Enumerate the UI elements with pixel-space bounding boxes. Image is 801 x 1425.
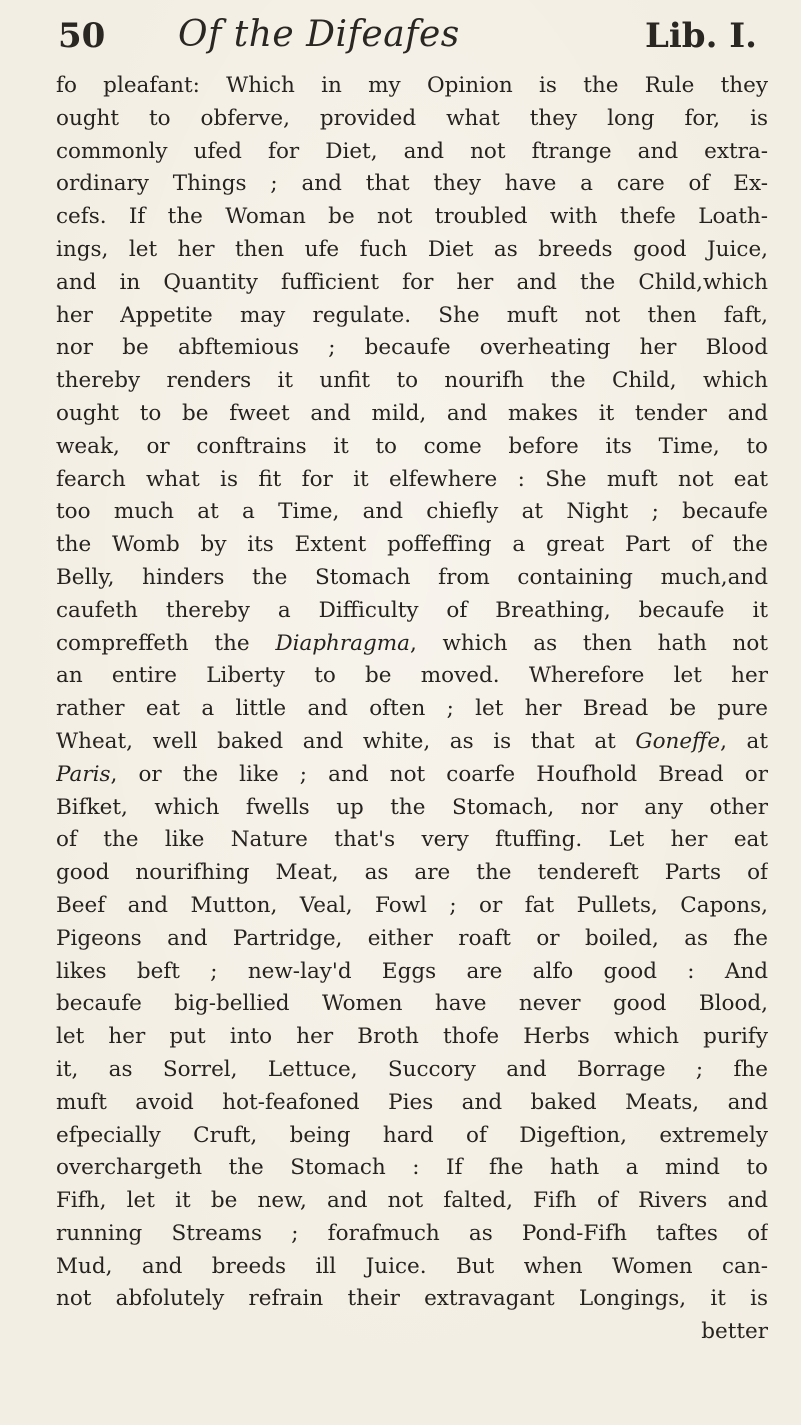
text-line: caufeth thereby a Difficulty of Breathing, becaufe it (56, 597, 768, 623)
text-line: Beef and Mutton, Veal, Fowl ; or fat Pullets, Capons, (56, 892, 768, 918)
text-line: thereby renders it unfit to nourifh the Child, which (56, 368, 768, 394)
text-line: fearch what is fit for it elfewhere : She muft not eat (56, 466, 768, 492)
text-line: running Streams ; forafmuch as Pond-Fifh taftes of (56, 1220, 768, 1246)
book-label: Lib. I. (644, 16, 757, 56)
italic-term: Paris (56, 761, 111, 787)
text-line: an entire Liberty to be moved. Wherefore let her (56, 663, 768, 689)
text-line: overchargeth the Stomach : If fhe hath a mind to (56, 1155, 768, 1181)
text-line: it, as Sorrel, Lettuce, Succory and Borrage ; fhe (56, 1056, 768, 1082)
text-line: her Appetite may regulate. She muft not then faft, (56, 302, 768, 328)
text-line: fo pleafant: Which in my Opinion is the Rule they (56, 73, 768, 98)
text-line: cefs. If the Woman be not troubled with thefe Loath- (56, 204, 768, 230)
text-line: let her put into her Broth thofe Herbs which purify (56, 1024, 768, 1050)
text-line: muft avoid hot-feafoned Pies and baked Meats, and (56, 1089, 768, 1115)
italic-term: Goneffe (635, 728, 721, 754)
text-line: becaufe big-bellied Women have never good Blood, (56, 991, 768, 1017)
text-line: good nourifhing Meat, as are the tendereft Parts of (56, 860, 768, 886)
text-line: efpecially Cruft, being hard of Digeftion, extremely (56, 1122, 768, 1148)
text-line: Mud, and breeds ill Juice. But when Women can- (56, 1253, 768, 1279)
text-line: ings, let her then ufe fuch Diet as breeds good Juice, (56, 236, 768, 262)
text-line: ought to be fweet and mild, and makes it tender and (56, 400, 768, 426)
italic-term: Diaphragma (275, 630, 410, 656)
text-line: not abfolutely refrain their extravagant Longings, it is (56, 1286, 768, 1312)
text-line: of the like Nature that's very ftuffing. Let her eat (56, 827, 768, 853)
text-line: Belly, hinders the Stomach from containing much,and (56, 564, 768, 590)
text-line: the Womb by its Extent poffeffing a great Part of the (56, 532, 768, 558)
text-line: likes beft ; new-lay'd Eggs are alfo good : And (56, 958, 768, 984)
text-line: Fifh, let it be new, and not falted, Fifh of Rivers and (56, 1188, 768, 1214)
text-line: compreffeth the Diaphragma, which as then hath not (56, 630, 768, 656)
running-header (58, 10, 763, 70)
text-line: better (701, 1319, 768, 1345)
text-line: weak, or conftrains it to come before its Time, to (56, 433, 768, 459)
text-line: Pigeons and Partridge, either roaft or boiled, as fhe (56, 925, 768, 951)
text-line: Wheat, well baked and white, as is that at Goneffe, at (56, 728, 768, 754)
running-title: Of the Difeafes (178, 14, 460, 55)
text-line: too much at a Time, and chiefly at Night ; becaufe (56, 499, 768, 525)
text-line: Bifket, which fwells up the Stomach, nor any other (56, 794, 768, 820)
text-line: ought to obferve, provided what they long for, is (56, 105, 768, 131)
text-line: nor be abftemious ; becaufe overheating her Blood (56, 335, 768, 361)
text-line: Paris, or the like ; and not coarfe Houfhold Bread or (56, 761, 768, 787)
text-line: ordinary Things ; and that they have a care of Ex- (56, 171, 768, 197)
page-number: 50 (58, 16, 106, 56)
text-line: commonly ufed for Diet, and not ftrange and extra- (56, 138, 768, 164)
text-line: rather eat a little and often ; let her Bread be pure (56, 696, 768, 722)
text-line: and in Quantity fufficient for her and the Child,which (56, 269, 768, 295)
body-text (56, 70, 768, 1349)
